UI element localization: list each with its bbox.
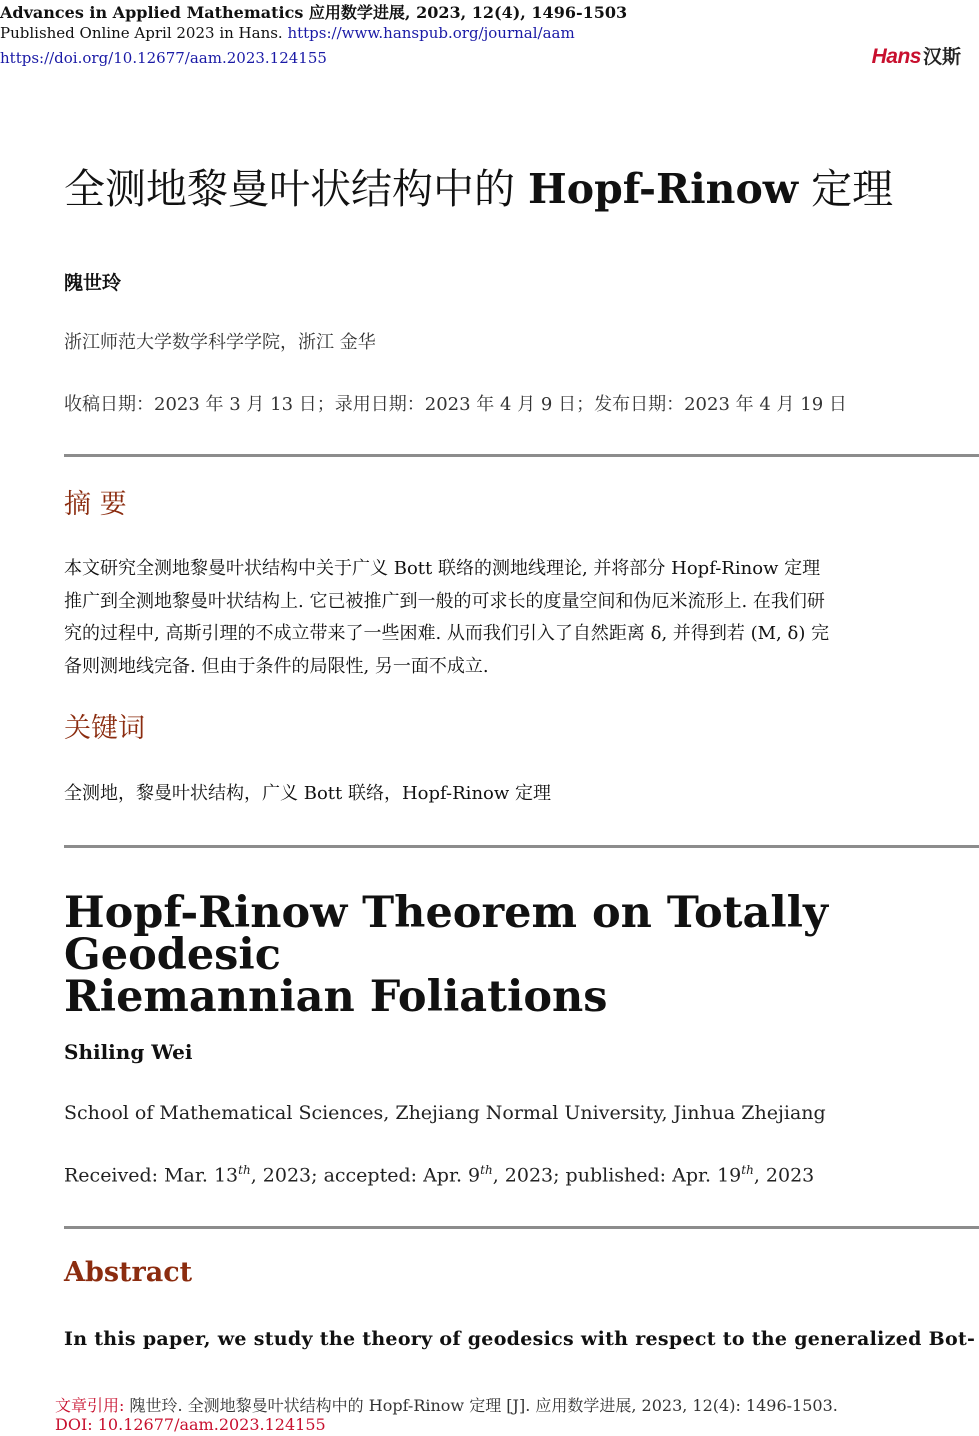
published-year: , 2023 xyxy=(753,1164,815,1187)
hans-logo xyxy=(872,42,961,69)
abstract-cn-line: 备则测地线完备. 但由于条件的局限性, 另一面不成立. xyxy=(64,655,489,677)
keywords-cn: 全测地，黎曼叶状结构，广义 Bott 联络，Hopf-Rinow 定理 xyxy=(64,783,552,804)
page-title-en xyxy=(64,888,974,1022)
author-cn: 隗世玲 xyxy=(64,272,122,294)
title-cn-part: 全测地黎曼叶状结构中的 xyxy=(64,165,529,213)
abstract-heading-en: Abstract xyxy=(64,1257,193,1288)
published-text: , 2023; published: Apr. 19 xyxy=(492,1164,742,1187)
citation-text: 隗世玲. 全测地黎曼叶状结构中的 Hopf-Rinow 定理 [J]. 应用数学进展, 2023, 12(4): 1496-1503. xyxy=(129,1396,838,1415)
keywords-heading-cn: 关键词 xyxy=(64,713,145,744)
title-latin-part: Hopf-Rinow xyxy=(528,165,799,213)
published-prefix: Published Online April 2023 in Hans. xyxy=(0,24,288,42)
dates-en xyxy=(64,1163,814,1186)
logo-latin: Hans xyxy=(871,45,921,68)
page-title-cn xyxy=(64,156,893,215)
section-divider xyxy=(64,845,979,848)
abstract-en-first-line: In this paper, we study the theory of geodesics with respect to the generalized Bot- xyxy=(64,1328,976,1350)
abstract-cn-line: 推广到全测地黎曼叶状结构上. 它已被推广到一般的可求长的度量空间和伪厄米流形上. 在我们研 xyxy=(64,590,825,612)
abstract-cn-line: 本文研究全测地黎曼叶状结构中关于广义 Bott 联络的测地线理论, 并将部分 Hopf-Rinow 定理 xyxy=(64,558,821,579)
ordinal-suffix: th xyxy=(741,1163,754,1177)
affiliation-cn: 浙江师范大学数学科学学院，浙江 金华 xyxy=(64,332,376,353)
doi-url-link[interactable]: https://doi.org/10.12677/aam.2023.124155 xyxy=(0,49,327,67)
abstract-cn-line: 究的过程中, 高斯引理的不成立带来了一些困难. 从而我们引入了自然距离 δ, 并得到若 (M, δ) 完 xyxy=(64,623,830,644)
logo-chinese: 汉斯 xyxy=(922,46,961,68)
abstract-heading-cn: 摘 要 xyxy=(64,489,127,520)
journal-url-link[interactable]: https://www.hanspub.org/journal/aam xyxy=(287,24,575,42)
accepted-text: , 2023; accepted: Apr. 9 xyxy=(250,1164,481,1187)
abstract-cn xyxy=(64,553,964,683)
dates-cn: 收稿日期：2023 年 3 月 13 日；录用日期：2023 年 4 月 9 日；发布日期：2023 年 4 月 19 日 xyxy=(64,394,847,415)
published-line xyxy=(0,24,575,42)
title-en-line: Hopf-Rinow Theorem on Totally Geodesic xyxy=(64,888,829,980)
ordinal-suffix: th xyxy=(238,1163,251,1177)
doi-line xyxy=(0,49,327,67)
section-divider xyxy=(64,1226,979,1229)
received-text: Received: Mar. 13 xyxy=(64,1164,239,1187)
footer-doi: DOI: 10.12677/aam.2023.124155 xyxy=(55,1415,326,1434)
section-divider xyxy=(64,454,979,457)
journal-header: Advances in Applied Mathematics 应用数学进展, 2023, 12(4), 1496-1503 xyxy=(0,3,628,22)
ordinal-suffix: th xyxy=(480,1163,493,1177)
author-en: Shiling Wei xyxy=(64,1040,193,1064)
citation-line xyxy=(55,1393,838,1416)
affiliation-en: School of Mathematical Sciences, Zhejiang Normal University, Jinhua Zhejiang xyxy=(64,1102,826,1124)
cite-label: 文章引用: xyxy=(55,1396,130,1415)
title-en-line: Riemannian Foliations xyxy=(64,972,608,1022)
title-cn-tail: 定理 xyxy=(798,165,894,213)
